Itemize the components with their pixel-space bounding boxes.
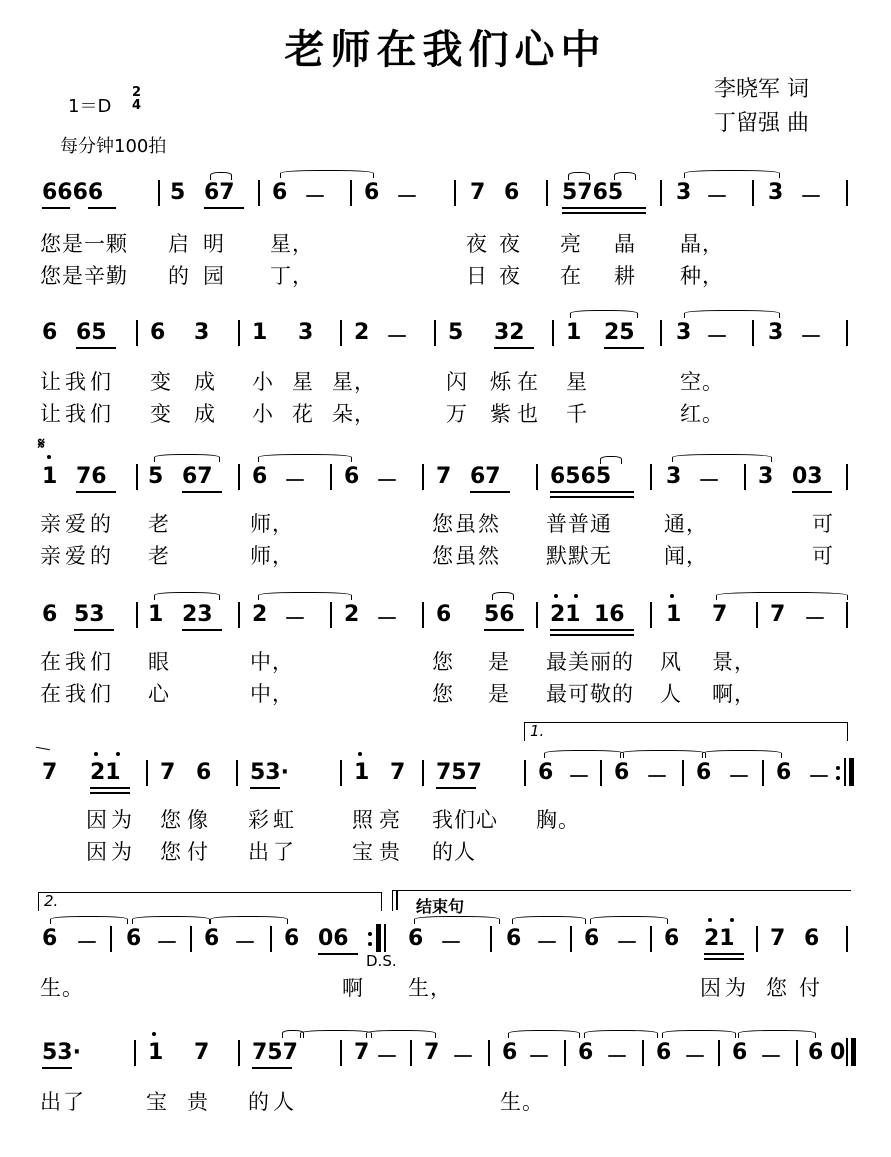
note: 6 (272, 180, 288, 205)
lyric: 启明 (168, 232, 238, 256)
dash: － (706, 185, 729, 210)
lyric: 老 (148, 512, 170, 536)
lyric: 紫也 (490, 402, 544, 426)
note: 67 (182, 464, 213, 489)
lyric: 让我们 (40, 370, 115, 394)
note: 1 (566, 320, 582, 345)
lyric: 师， (250, 544, 294, 568)
lyric: 彩虹 (248, 808, 298, 832)
note: 65 (76, 320, 107, 345)
dash: － (156, 931, 179, 956)
lyric: 红。 (680, 402, 724, 426)
lyric: 风 (660, 650, 682, 674)
note: 53· (250, 760, 289, 785)
note: 5 (448, 320, 464, 345)
note: 6 (776, 760, 792, 785)
dash: － (684, 1045, 707, 1070)
dash: － (568, 765, 591, 790)
lyric: 宝贵 (352, 840, 406, 864)
dash: － (440, 931, 463, 956)
note: 3 (666, 464, 682, 489)
note: 16 (594, 602, 625, 627)
note: 6565 (550, 464, 612, 489)
lyric: 万 (446, 402, 468, 426)
lyric: 星， (270, 232, 314, 256)
note: 1 (42, 464, 58, 489)
time-signature: 2 4 (132, 85, 142, 113)
lyric: 耕 (614, 264, 636, 288)
lyric: 成 (194, 402, 216, 426)
lyric: 您虽然 (432, 544, 501, 568)
note: 67 (204, 180, 235, 205)
lyric: 变 (150, 370, 172, 394)
note: 7 (436, 464, 452, 489)
lyric: 晶 (614, 232, 636, 256)
lyric: 丁， (270, 264, 314, 288)
dash: － (606, 1045, 629, 1070)
lyric: 出了 (248, 840, 298, 864)
note: 6 (696, 760, 712, 785)
lyric: 眼 (148, 650, 170, 674)
lyric: 您是辛勤 (40, 264, 128, 288)
volta-2: 2. (44, 892, 59, 910)
lyric: 是 (488, 682, 510, 706)
dash: － (616, 931, 639, 956)
dash: － (284, 607, 307, 632)
lyric: 最可敬的 (546, 682, 634, 706)
lyric: 出了 (40, 1090, 86, 1114)
note: 6 (502, 1040, 518, 1065)
note: 21 (90, 760, 121, 785)
lyric: 我们心 (432, 808, 498, 832)
note: 21 (704, 926, 735, 951)
note: 6 (150, 320, 166, 345)
lyric: 星 (292, 370, 314, 394)
note: 3 (676, 180, 692, 205)
lyric: 老 (148, 544, 170, 568)
note: 6 (506, 926, 522, 951)
lyric: 星， (332, 370, 376, 394)
note: 0 (830, 1040, 846, 1065)
dash: － (698, 469, 721, 494)
lyric: 日夜 (466, 264, 532, 288)
note: 1 (354, 760, 370, 785)
lyric: 亮 (560, 232, 582, 256)
note: 7 (194, 1040, 210, 1065)
dash: － (804, 607, 827, 632)
lyric: 最美丽的 (546, 650, 634, 674)
lyric: 因为 (86, 840, 136, 864)
lyric: 闪 (446, 370, 468, 394)
lyric: 让我们 (40, 402, 115, 426)
lyric: 的园 (168, 264, 238, 288)
lyric: 可 (812, 544, 834, 568)
note: 1 (148, 602, 164, 627)
note: 76 (76, 464, 107, 489)
note: 757 (252, 1040, 298, 1065)
lyric: 默默无 (546, 544, 612, 568)
lyric: 宝贵 (146, 1090, 228, 1114)
dash: － (728, 765, 751, 790)
lyric: 在 (560, 264, 582, 288)
note: 2 (252, 602, 268, 627)
note: 6 (656, 1040, 672, 1065)
lyric: 生， (408, 976, 452, 1000)
lyric: 您付 (766, 976, 832, 1000)
dash: － (808, 765, 831, 790)
lyric: 您 (432, 682, 454, 706)
note: 6 (408, 926, 424, 951)
lyric: 中， (250, 650, 294, 674)
lyric: 因为 (86, 808, 136, 832)
note: 23 (182, 602, 213, 627)
note: 3 (194, 320, 210, 345)
note: 7 (42, 760, 58, 785)
lyric: 亲爱的 (40, 544, 115, 568)
note: 32 (494, 320, 525, 345)
note: 6 (126, 926, 142, 951)
lyric: 烁在 (490, 370, 544, 394)
note: 5 (148, 464, 164, 489)
lyric: 您是一颗 (40, 232, 128, 256)
note: 03 (792, 464, 823, 489)
note: 5765 (562, 180, 624, 205)
dash: － (376, 1045, 399, 1070)
note: 7 (160, 760, 176, 785)
dash: － (386, 325, 409, 350)
note: 6 (578, 1040, 594, 1065)
note: 6 (204, 926, 220, 951)
dash: － (760, 1045, 783, 1070)
dash: － (800, 185, 823, 210)
note: 3 (768, 320, 784, 345)
lyric: 您付 (160, 840, 214, 864)
note: 53· (42, 1040, 81, 1065)
lyric: 可 (812, 512, 834, 536)
note: 6 (344, 464, 360, 489)
note: 6 (196, 760, 212, 785)
lyric: 人 (660, 682, 682, 706)
lyric: 小 (252, 402, 274, 426)
dash: － (800, 325, 823, 350)
note: 6 (42, 602, 58, 627)
note: 56 (484, 602, 515, 627)
note: 7 (390, 760, 406, 785)
dash: － (304, 185, 327, 210)
note: 06 (318, 926, 349, 951)
lyric: 啊 (342, 976, 364, 1000)
lyric: 心 (148, 682, 170, 706)
lyric: 亲爱的 (40, 512, 115, 536)
note: 53 (74, 602, 105, 627)
key-signature: 1＝D (68, 96, 112, 117)
lyric: 生。 (500, 1090, 544, 1114)
note: 5 (170, 180, 186, 205)
note: 6 (42, 926, 58, 951)
lyric: 的人 (248, 1090, 298, 1114)
lyric: 师， (250, 512, 294, 536)
lyric: 空。 (680, 370, 724, 394)
note: 1 (148, 1040, 164, 1065)
note: 3 (768, 180, 784, 205)
lyric: 千 (566, 402, 588, 426)
note: 7 (470, 180, 486, 205)
note: 6 (504, 180, 520, 205)
lyric: 您像 (160, 808, 214, 832)
note: 6 (808, 1040, 824, 1065)
lyric: 中， (250, 682, 294, 706)
note: 6 (436, 602, 452, 627)
note: 21 (550, 602, 581, 627)
note: 25 (604, 320, 635, 345)
dash: － (536, 931, 559, 956)
dash: － (452, 1045, 475, 1070)
note: 6 (42, 320, 58, 345)
lyric: 是 (488, 650, 510, 674)
lyric: 生。 (40, 976, 84, 1000)
dash: － (234, 931, 257, 956)
lyric: 变 (150, 402, 172, 426)
lyricist-credit: 李晓军 词 (714, 77, 809, 102)
lyric: 啊， (712, 682, 756, 706)
note: 7 (424, 1040, 440, 1065)
note: 6 (584, 926, 600, 951)
dash: － (76, 931, 99, 956)
note: 7 (770, 602, 786, 627)
note: 3 (676, 320, 692, 345)
note: 6 (614, 760, 630, 785)
lyric: 晶， (680, 232, 724, 256)
note: 3 (298, 320, 314, 345)
segno-sign: 𝄋 (38, 434, 45, 453)
lyric: 朵， (332, 402, 376, 426)
lyric: 您 (432, 650, 454, 674)
note: 6666 (42, 180, 104, 205)
note: 67 (470, 464, 501, 489)
lyric: 夜夜 (466, 232, 532, 256)
coda-label: 结束句 (416, 897, 465, 916)
note: 6 (664, 926, 680, 951)
note: 1 (252, 320, 268, 345)
lyric: 花 (292, 402, 314, 426)
dash: － (376, 607, 399, 632)
note: 757 (436, 760, 482, 785)
tempo-marking: 每分钟100拍 (60, 136, 167, 157)
lyric: 闻， (664, 544, 708, 568)
lyric: 的人 (432, 840, 476, 864)
song-title: 老师在我们心中 (284, 27, 607, 73)
note: 7 (354, 1040, 370, 1065)
note: 6 (538, 760, 554, 785)
dash: － (646, 765, 669, 790)
dash: － (284, 469, 307, 494)
dash: － (528, 1045, 551, 1070)
lyric: 在我们 (40, 682, 115, 706)
note: 1 (666, 602, 682, 627)
lyric: 种， (680, 264, 724, 288)
note: 6 (284, 926, 300, 951)
volta-1: 1. (530, 722, 545, 740)
dash: － (706, 325, 729, 350)
composer-credit: 丁留强 曲 (714, 111, 809, 136)
lyric: 通， (664, 512, 708, 536)
lyric: 星 (566, 370, 588, 394)
lyric: 因为 (700, 976, 750, 1000)
note: 7 (712, 602, 728, 627)
dash: － (396, 185, 419, 210)
lyric: 照亮 (352, 808, 406, 832)
dash: － (376, 469, 399, 494)
note: 2 (354, 320, 370, 345)
note: 7 (770, 926, 786, 951)
note: 3 (758, 464, 774, 489)
lyric: 景， (712, 650, 756, 674)
note: 6 (364, 180, 380, 205)
note: 6 (804, 926, 820, 951)
lyric: 在我们 (40, 650, 115, 674)
note: 6 (252, 464, 268, 489)
lyric: 普普通 (546, 512, 612, 536)
lyric: 小 (252, 370, 274, 394)
ds-mark: D.S. (366, 952, 397, 970)
lyric: 成 (194, 370, 216, 394)
note: 2 (344, 602, 360, 627)
lyric: 您虽然 (432, 512, 501, 536)
lyric: 胸。 (536, 808, 580, 832)
note: 6 (732, 1040, 748, 1065)
